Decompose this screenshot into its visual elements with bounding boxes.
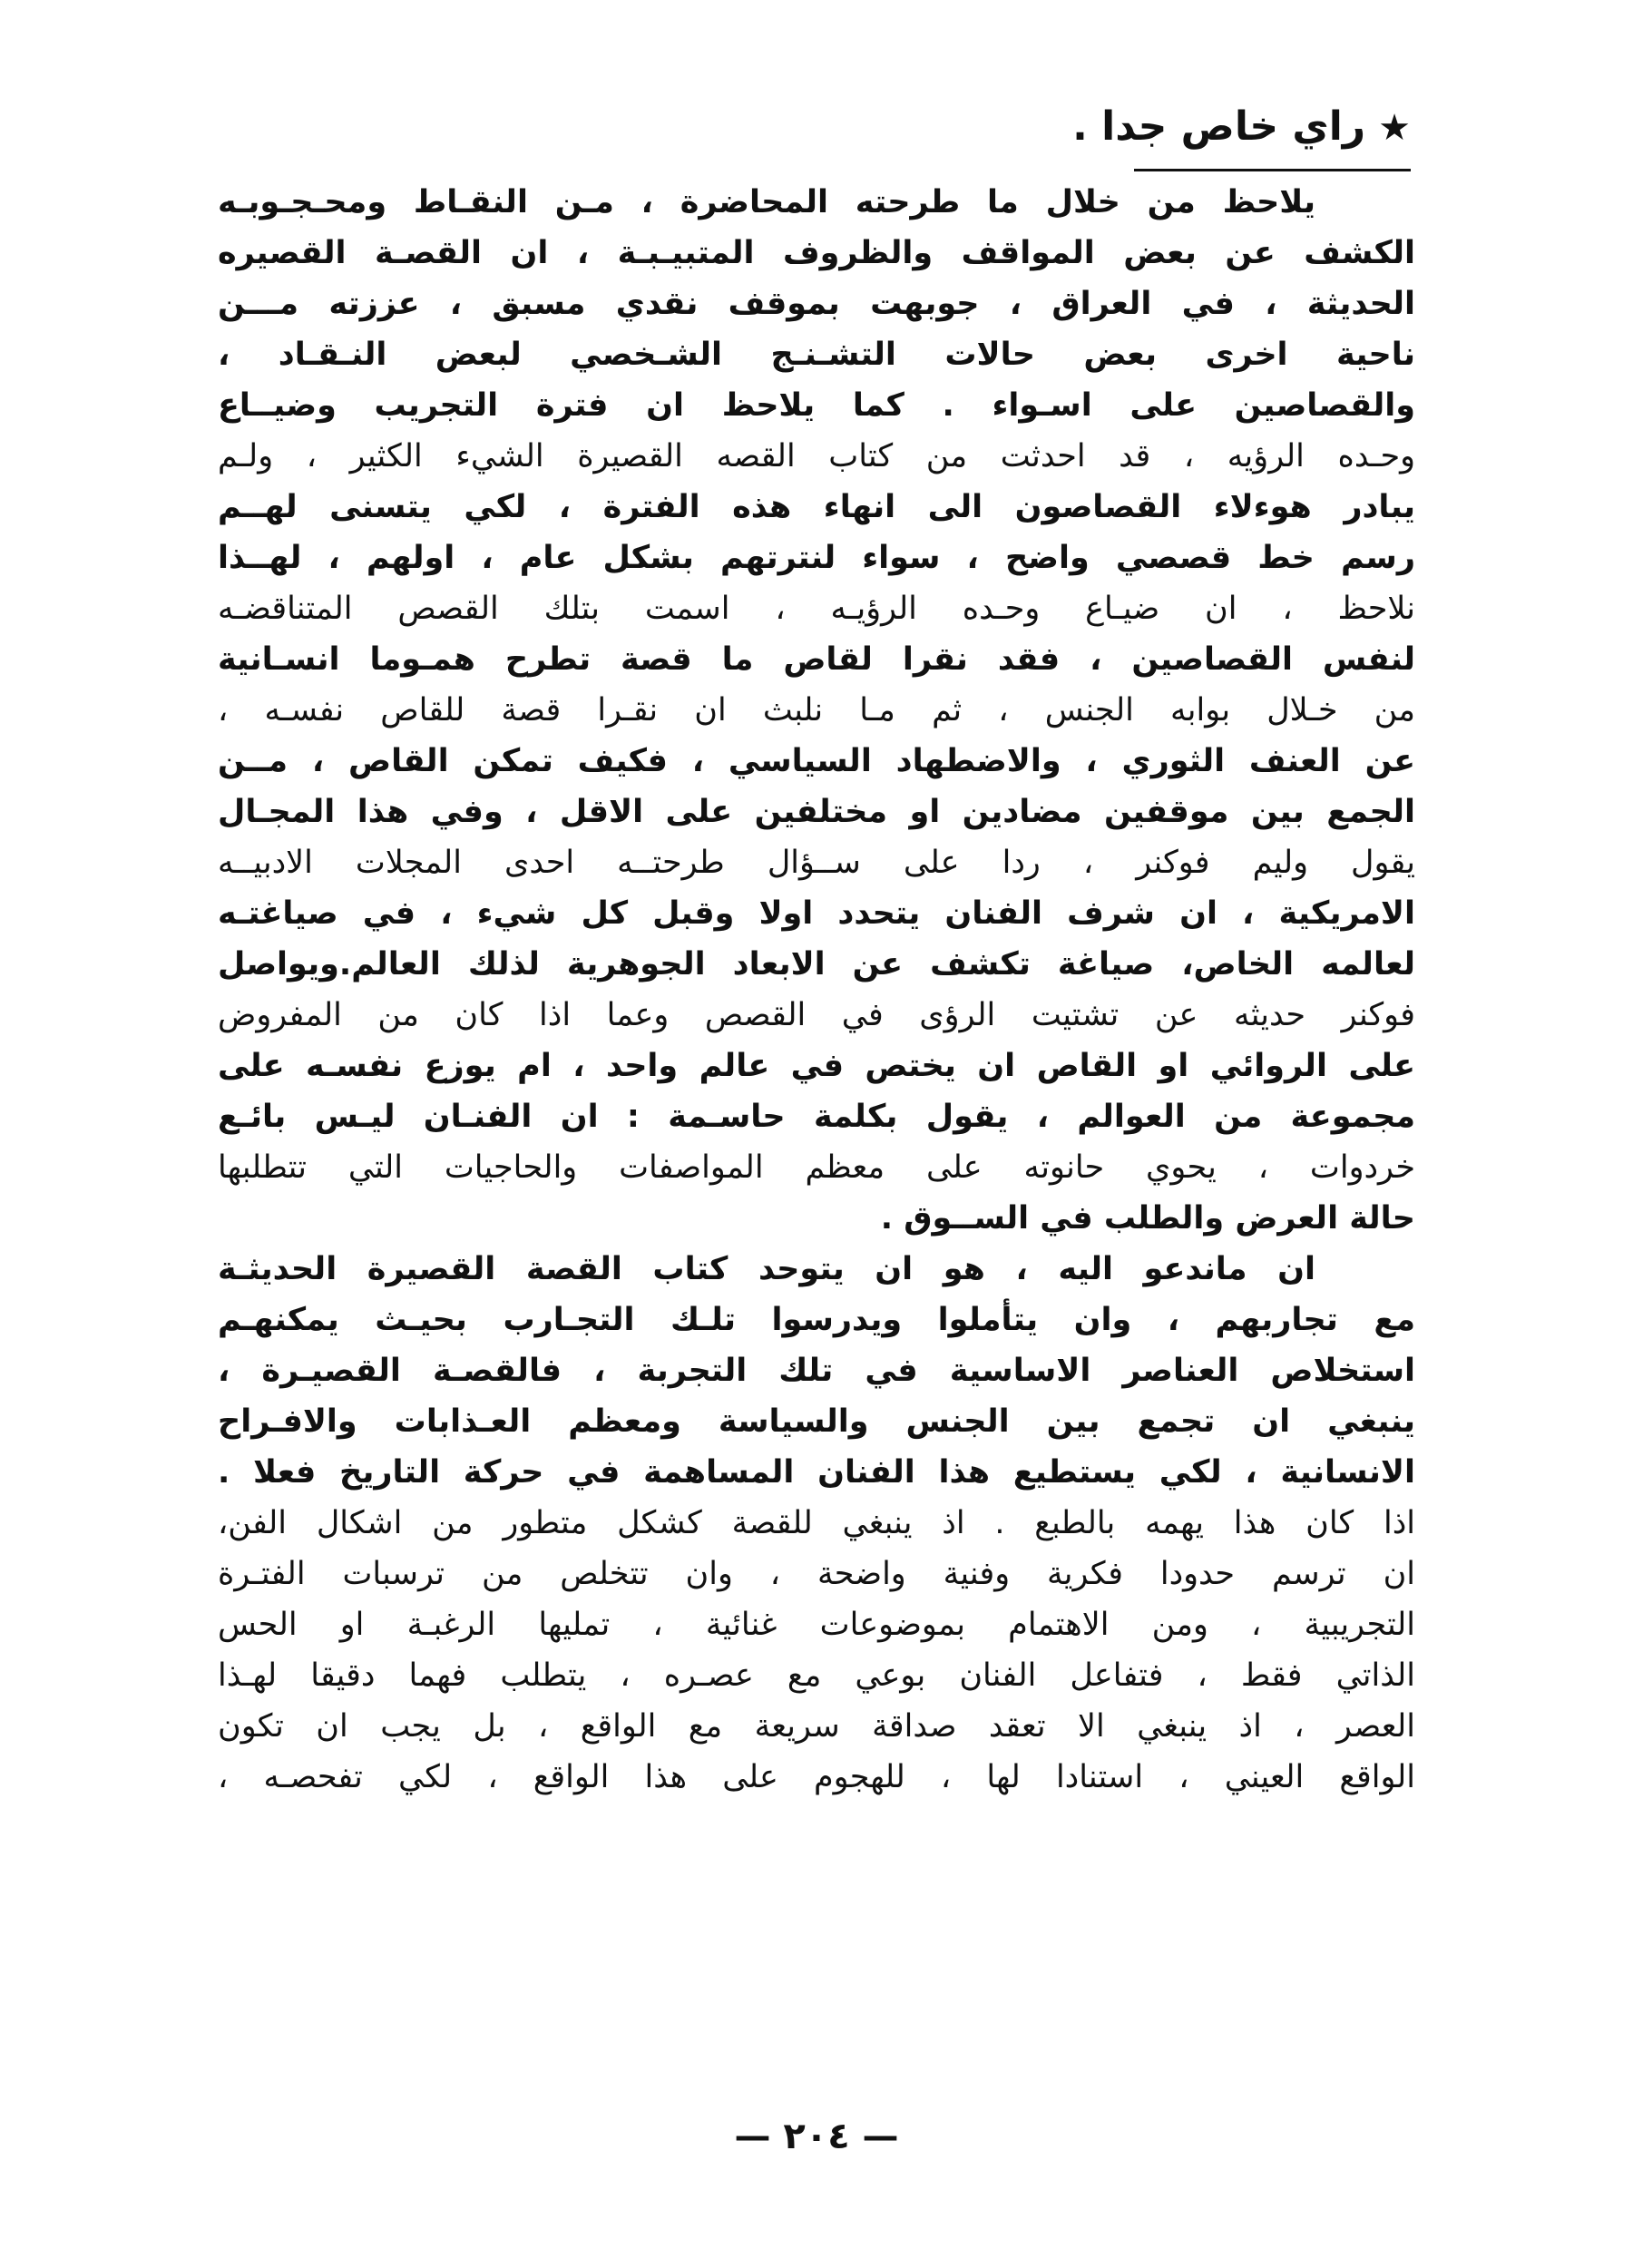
text-line: فوكنر حديثه عن تشتيت الرؤى في القصص وعما اذا كان من المفروض xyxy=(218,997,1415,1033)
page-number: — ٢٠٤ — xyxy=(734,2116,899,2157)
text-line: الامريكية ، ان شرف الفنان يتحدد اولا وقبل كل شيء ، في صياغتـه xyxy=(218,895,1415,932)
text-line: استخلاص العناصر الاساسية في تلك التجربة ، فالقصـة القصيـرة ، xyxy=(218,1353,1415,1389)
text-line: اذا كان هذا يهمه بالطبع . اذ ينبغي للقصة كشكل متطور من اشكال الفن، xyxy=(218,1505,1415,1541)
text-line: رسم خط قصصي واضح ، سواء لنترتهم بشكل عام ، اولهم ، لهــذا xyxy=(218,540,1415,576)
article-heading xyxy=(1072,100,1411,155)
text-line: الانسانية ، لكي يستطيع هذا الفنان المساهمة في حركة التاريخ فعلا . xyxy=(218,1454,1415,1491)
text-line: والقصاصين على اسـواء . كما يلاحظ ان فترة التجريب وضيــاع xyxy=(218,387,1415,424)
star-icon: ★ xyxy=(1378,107,1411,149)
heading-title: راي خاص جدا . xyxy=(1072,103,1366,150)
text-line: لعالمه الخاص، صياغة تكشف عن الابعاد الجوهرية لذلك العالم.ويواصل xyxy=(218,946,1415,982)
text-line: خردوات ، يحوي حانوته على معظم المواصفات والحاجيات التي تتطلبها xyxy=(218,1149,1415,1186)
article-body xyxy=(218,177,1415,1803)
text-line: الواقع العيني ، استنادا لها ، للهجوم على هذا الواقع ، لكي تفحصـه ، xyxy=(218,1759,1415,1795)
text-line: ينبغي ان تجمع بين الجنس والسياسة ومعظم العـذابات والافـراح xyxy=(218,1403,1415,1440)
text-line: لنفس القصاصين ، فقد نقرا لقاص ما قصة تطرح همـوما انسـانية xyxy=(218,641,1415,678)
text-line: ناحية اخرى بعض حالات التشـنـج الشـخصي لبعض النـقـاد ، xyxy=(218,337,1415,373)
text-line: يقول وليم فوكنر ، ردا على ســؤال طرحتــه احدى المجلات الادبيــه xyxy=(218,845,1415,881)
text-line: الذاتي فقط ، فتفاعل الفنان بوعي مع عصـره ، يتطلب فهما دقيقا لهـذا xyxy=(218,1657,1415,1694)
text-line: العصر ، اذ ينبغي الا تعقد صداقة سريعة مع الواقع ، بل يجب ان تكون xyxy=(218,1708,1415,1745)
text-line: عن العنف الثوري ، والاضطهاد السياسي ، فكيف تمكن القاص ، مــن xyxy=(218,743,1415,779)
text-line: حالة العرض والطلب في الســوق . xyxy=(880,1200,1415,1237)
text-line: الحديثة ، في العراق ، جوبهت بموقف نقدي مسبق ، عززته مـــن xyxy=(218,286,1415,322)
text-line: على الروائي او القاص ان يختص في عالم واحد ، ام يوزع نفسـه على xyxy=(218,1048,1415,1084)
heading-underline xyxy=(1134,169,1411,171)
text-line: التجريبية ، ومن الاهتمام بموضوعات غنائية ، تمليها الرغبـة او الحس xyxy=(218,1607,1415,1643)
text-line: مجموعة من العوالم ، يقول بكلمة حاسـمة : ان الفنـان ليـس بائـع xyxy=(218,1099,1415,1135)
text-line: يبادر هوءلاء القصاصون الى انهاء هذه الفترة ، لكي يتسنى لهــم xyxy=(218,489,1415,525)
text-line: ان ماندعو اليه ، هو ان يتوحد كتاب القصة القصيرة الحديثـة xyxy=(218,1251,1315,1287)
text-line: مع تجاربهم ، وان يتأملوا ويدرسوا تلـك التجـارب بحيـث يمكنهـم xyxy=(218,1302,1415,1338)
text-line: الجمع بين موقفين مضادين او مختلفين على الاقل ، وفي هذا المجـال xyxy=(218,794,1415,830)
text-line: نلاحظ ، ان ضيـاع وحـده الرؤيـه ، اسمت بتلك القصص المتناقضـه xyxy=(218,591,1415,627)
text-line: يلاحظ من خلال ما طرحته المحاضرة ، مـن النقـاط ومحـجـوبـه xyxy=(218,184,1315,220)
text-line: من خـلال بوابه الجنس ، ثم مـا نلبث ان نقـرا قصة للقاص نفسـه ، xyxy=(218,692,1415,728)
text-line: وحـده الرؤيه ، قد احدثت من كتاب القصه القصيرة الشيء الكثير ، ولـم xyxy=(218,438,1415,474)
text-line: الكشف عن بعض المواقف والظروف المتبيـبـة ، ان القصـة القصيره xyxy=(218,235,1415,271)
text-line: ان ترسم حدودا فكرية وفنية واضحة ، وان تتخلص من ترسبات الفتـرة xyxy=(218,1556,1415,1592)
